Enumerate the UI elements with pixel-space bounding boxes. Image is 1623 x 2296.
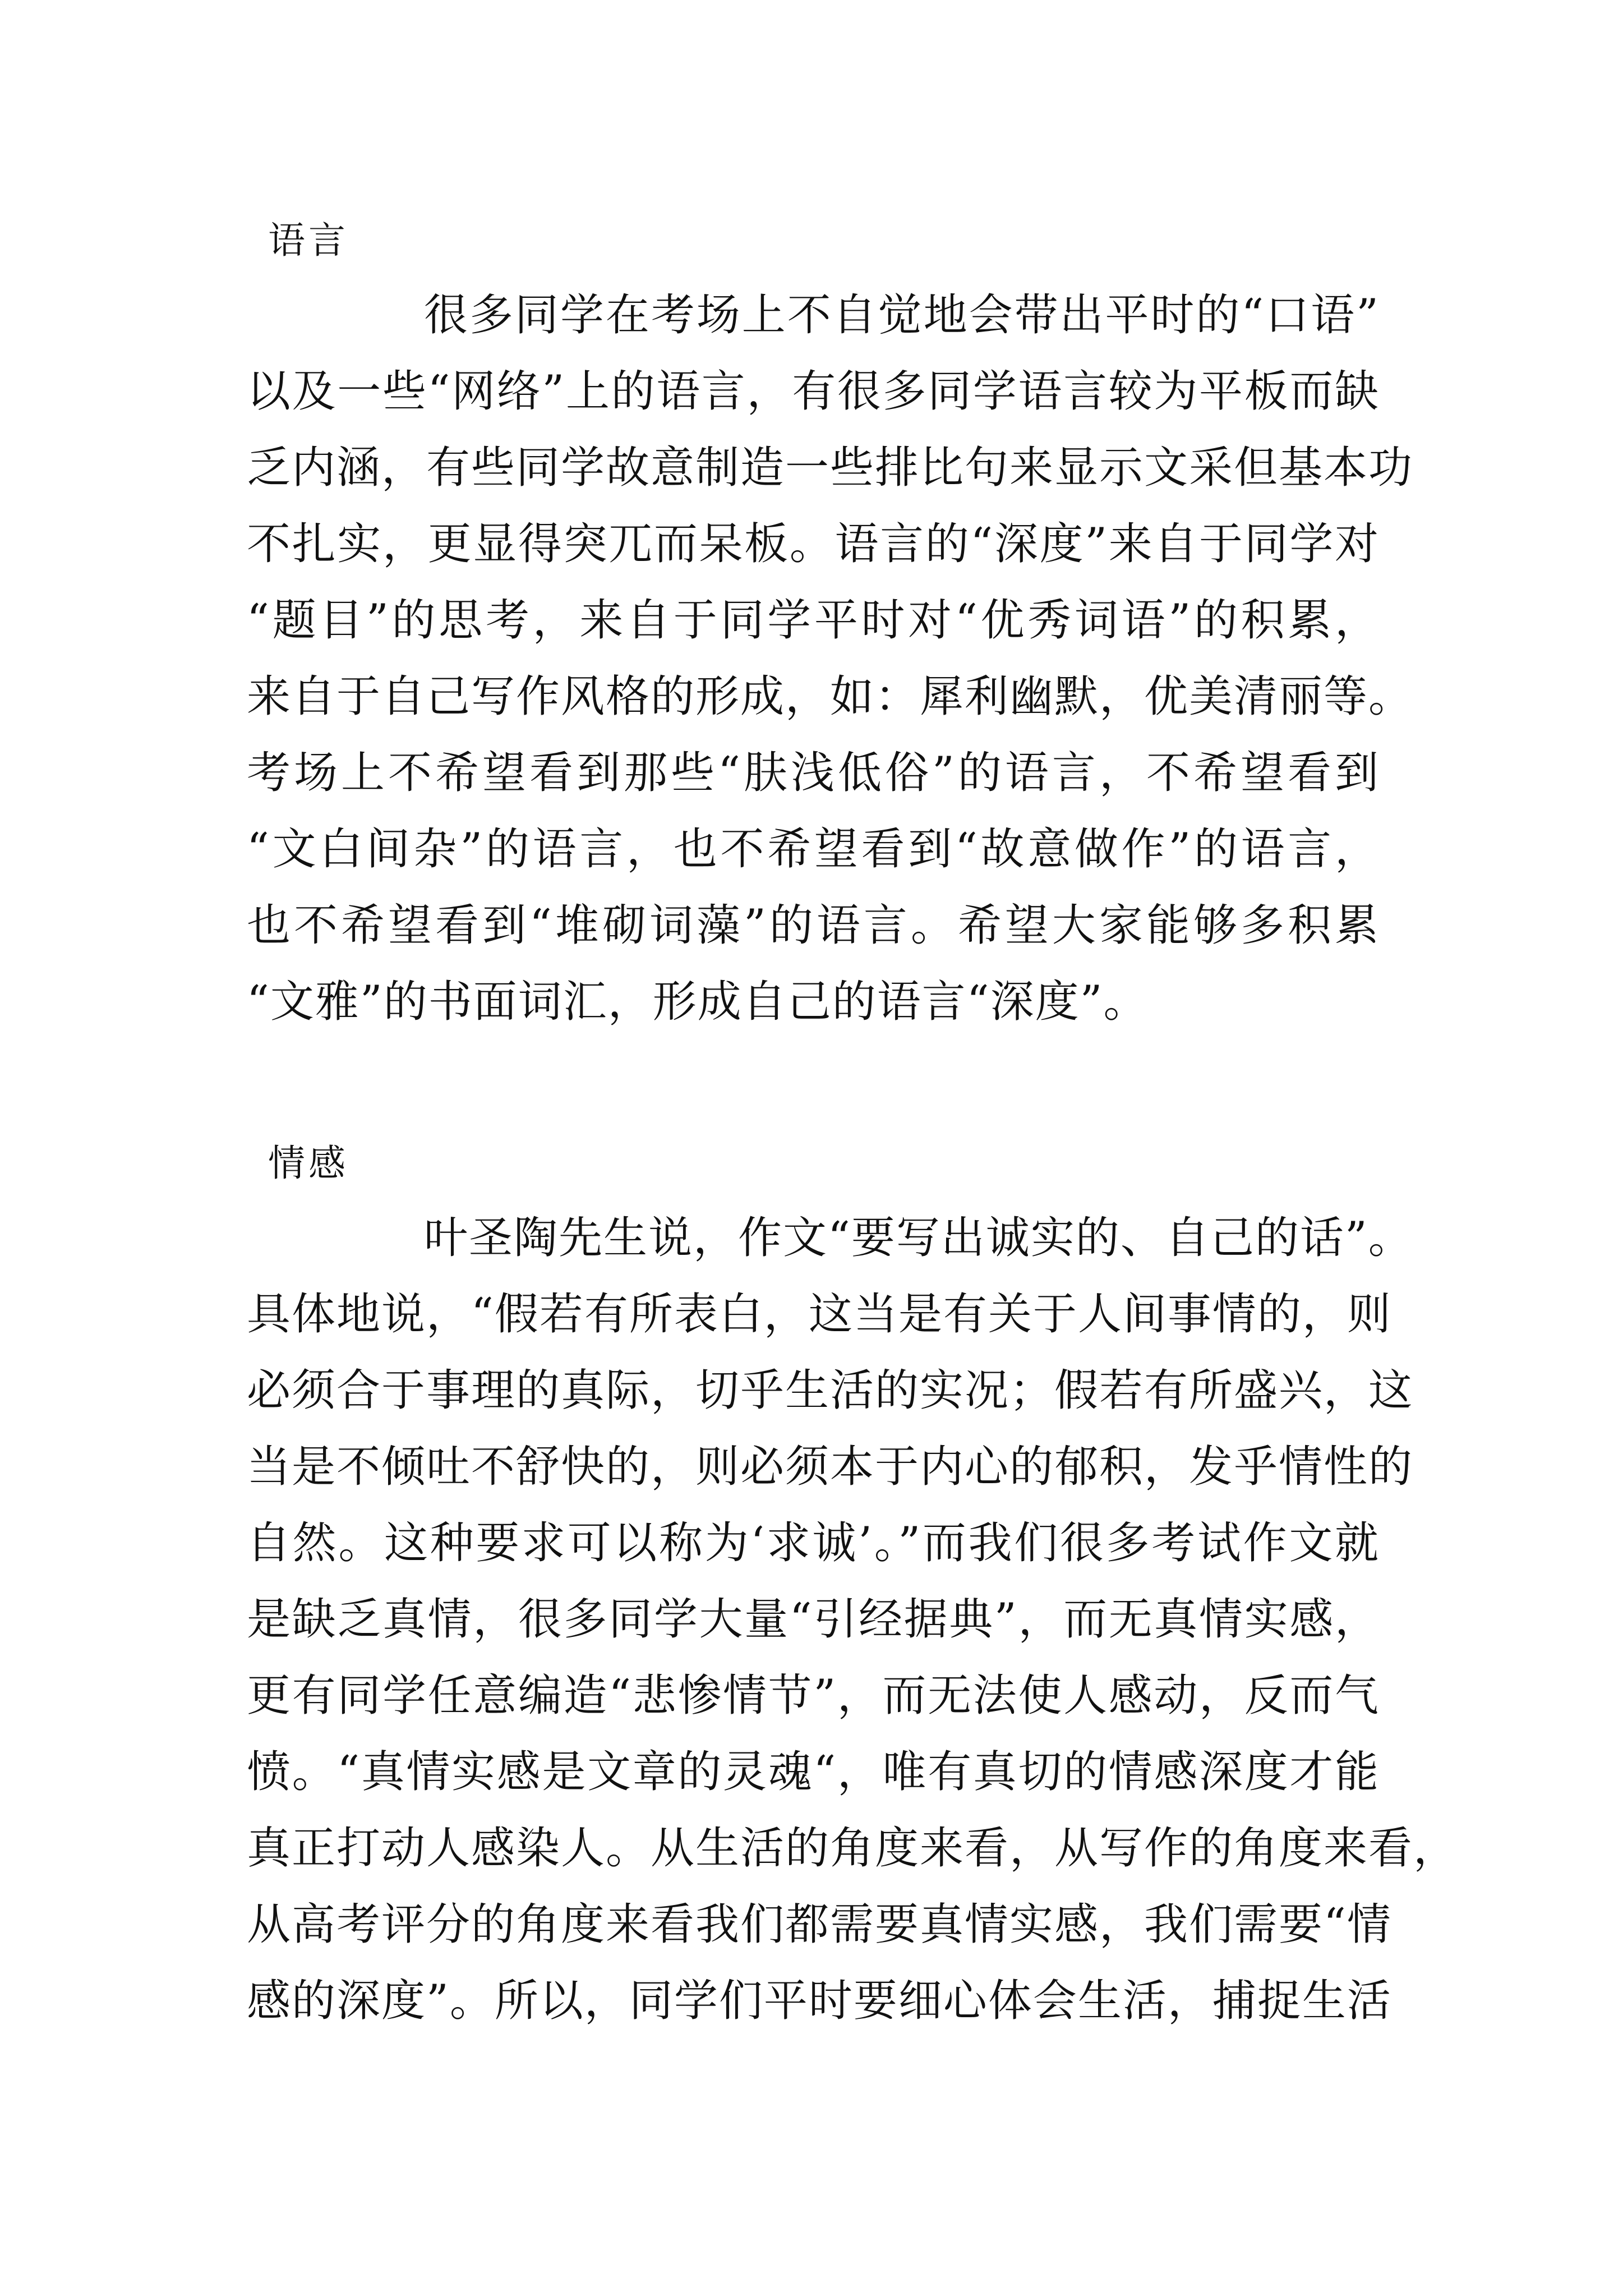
- paragraph-line: 愤。“真情实感是文章的灵魂“，唯有真切的情感深度才能: [247, 1747, 1380, 1797]
- paragraph-line: 感的深度”。所以，同学们平时要细心体会生活，捕捉生活: [247, 1976, 1392, 2026]
- paragraph-line: “文白间杂”的语言，也不希望看到“故意做作”的语言，: [247, 824, 1380, 875]
- section-heading-language: 语言: [268, 219, 349, 262]
- paragraph-line: “题目”的思考，来自于同学平时对“优秀词语”的积累，: [247, 595, 1380, 646]
- paragraph-line: 来自于自己写作风格的形成，如：犀利幽默，优美清丽等。: [247, 671, 1414, 722]
- paragraph-line: 是缺乏真情，很多同学大量“引经据典”，而无真情实感，: [247, 1594, 1380, 1645]
- paragraph-line: 更有同学任意编造“悲惨情节”，而无法使人感动，反而气: [247, 1671, 1380, 1721]
- paragraph-line: “文雅”的书面词汇，形成自己的语言“深度”。: [247, 977, 1149, 1027]
- paragraph-line: 叶圣陶先生说，作文“要写出诚实的、自己的话”。: [424, 1213, 1413, 1263]
- paragraph-line: 考场上不希望看到那些“肤浅低俗”的语言，不希望看到: [247, 748, 1380, 798]
- section-heading-emotion: 情感: [268, 1142, 349, 1185]
- paragraph-line: 必须合于事理的真际，切乎生活的实况；假若有所盛兴，这: [247, 1365, 1414, 1416]
- paragraph-line: 自然。这种要求可以称为‘求诚’。”而我们很多考试作文就: [247, 1518, 1380, 1568]
- paragraph-line: 具体地说，“假若有所表白，这当是有关于人间事情的，则: [247, 1289, 1392, 1340]
- paragraph-line: 很多同学在考场上不自觉地会带出平时的“口语”: [424, 290, 1380, 341]
- paragraph-line: 当是不倾吐不舒快的，则必须本于内心的郁积，发乎情性的: [247, 1442, 1414, 1492]
- paragraph-line: 乏内涵，有些同学故意制造一些排比句来显示文采但基本功: [247, 443, 1414, 493]
- paragraph-line: 以及一些“网络”上的语言，有很多同学语言较为平板而缺: [247, 366, 1380, 417]
- paragraph-line: 不扎实，更显得突兀而呆板。语言的“深度”来自于同学对: [247, 519, 1380, 569]
- paragraph-line: 也不希望看到“堆砌词藻”的语言。希望大家能够多积累: [247, 900, 1380, 951]
- paragraph-line: 从高考评分的角度来看我们都需要真情实感，我们需要“情: [247, 1899, 1392, 1950]
- paragraph-line: 真正打动人感染人。从生活的角度来看，从写作的角度来看，: [247, 1823, 1459, 1874]
